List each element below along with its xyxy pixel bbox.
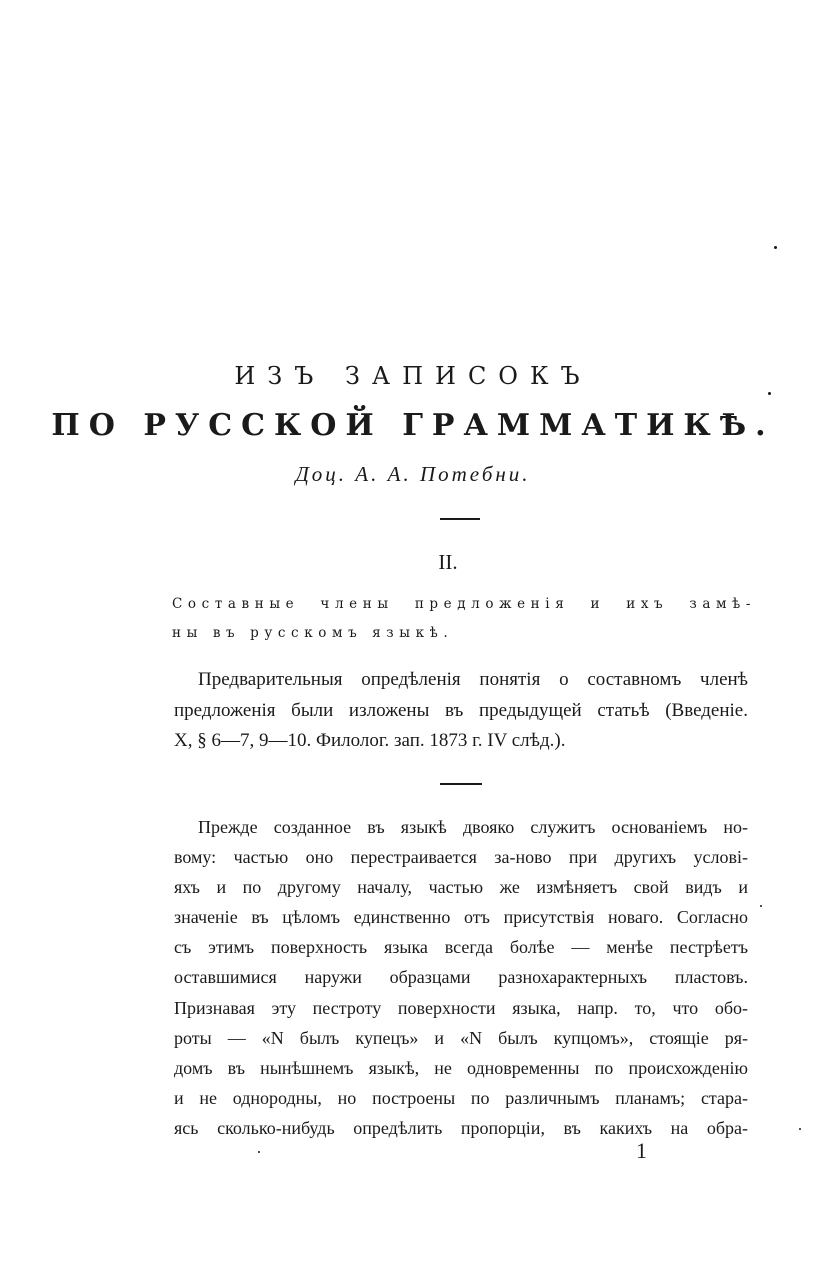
text-line: и не однородны, но построены по различнымъ планамъ; стара- [174, 1087, 748, 1108]
divider-rule [440, 518, 480, 520]
text-line: роты — «N былъ купецъ» и «N былъ купцомъ», стоящіе ря- [174, 1027, 748, 1048]
text-line: Прежде созданное въ языкѣ двояко служитъ основаніемъ но- [198, 817, 748, 837]
subtitle-line: Составные члены предложенія и ихъ замѣ- [172, 596, 756, 612]
text-line: съ этимъ поверхность языка всегда болѣе — менѣе пестрѣетъ [174, 937, 748, 958]
ink-speck [774, 246, 777, 249]
page-number: 1 [636, 1138, 647, 1163]
author-line: Доц. А. А. Потебни. [295, 462, 531, 486]
ink-speck [799, 1128, 801, 1130]
section-subtitle [172, 590, 756, 648]
section-numeral: II. [438, 550, 458, 574]
text-line: оставшимися наружи образцами разнохарактерныхъ пластовъ. [174, 967, 748, 988]
ink-speck [768, 392, 771, 395]
text-line: вому: частью оно перестраивается за-ново при другихъ услові- [174, 847, 748, 868]
ink-speck [258, 1151, 260, 1153]
text-line: значеніе въ цѣломъ единственно отъ присутствія новаго. Согласно [174, 907, 748, 928]
ink-speck [760, 905, 762, 907]
text-line: домъ въ нынѣшнемъ языкѣ, не одновременны по происхожденію [174, 1057, 748, 1078]
text-line: ясь сколько-нибудь опредѣлить пропорціи, въ какихъ на обра- [174, 1117, 748, 1138]
preliminary-note [174, 665, 748, 757]
title-line-1: ИЗЪ ЗАПИСОКЪ [234, 362, 592, 390]
text-line: Признавая эту пестроту поверхности языка, напр. то, что обо- [174, 997, 748, 1018]
text-line: X, § 6—7, 9—10. Филолог. зап. 1873 г. IV слѣд.). [174, 730, 566, 751]
text-line: предложенія были изложены въ предыдущей статьѣ (Введеніе. [174, 699, 748, 721]
divider-rule [440, 783, 482, 785]
body-paragraph [174, 812, 748, 1143]
text-line: яхъ и по другому началу, частью же измѣняетъ свой видъ и [174, 877, 748, 898]
text-line: Предварительныя опредѣленія понятія о составномъ членѣ [198, 669, 748, 690]
title-line-2: ПО РУССКОЙ ГРАММАТИКѢ. [51, 408, 775, 443]
subtitle-line: ны въ русскомъ языкѣ. [172, 625, 454, 641]
